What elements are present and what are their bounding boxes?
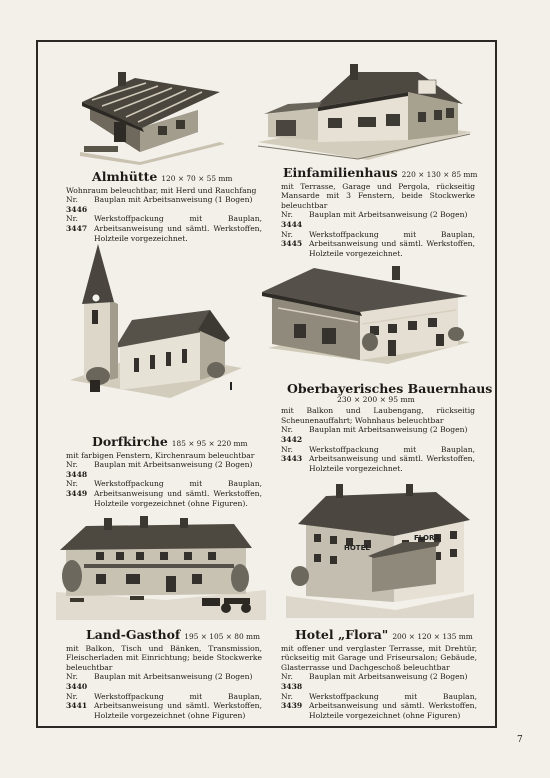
title-dorfkirche: Dorfkirche 185 × 95 × 220 mm	[92, 434, 248, 449]
order-row: Nr. 3443 Werkstoffpackung mit Bauplan, Arbeitsanweisung und sämtl. Werkstoffen, Holzteile vorgezeichnet.	[281, 444, 475, 473]
desc-bauernhaus: mit Balkon und Laubengang, rückseitig Scheunenauffahrt; Wohnhaus beleuchtbar	[281, 406, 475, 425]
einfamilienhaus-photo	[258, 62, 473, 162]
desc-land-gasthof: mit Balkon, Tisch und Bänken, Transmission, Fleischerladen mit Einrichtung; beide Stockwerke beleuchtbar	[66, 643, 262, 672]
almhuette-photo	[80, 70, 225, 165]
order-row: Nr. 3438 Bauplan mit Arbeitsanweisung (2 Bogen)	[281, 672, 468, 691]
order-row: Nr. 3445 Werkstoffpackung mit Bauplan, Arbeitsanweisung und sämtl. Werkstoffen, Holzteile vorgezeichnet.	[281, 229, 475, 258]
entry-land-gasthof	[66, 627, 262, 720]
order-row: Nr. 3449 Werkstoffpackung mit Bauplan, Arbeitsanweisung und sämtl. Werkstoffen, Holzteile vorgezeichnet (ohne Figuren).	[66, 479, 262, 508]
dims-bauernhaus: 230 × 200 × 95 mm	[337, 394, 415, 404]
order-row: Nr. 3440 Bauplan mit Arbeitsanweisung (2 Bogen)	[66, 672, 253, 691]
title-land-gasthof: Land-Gasthof 195 × 105 × 80 mm	[86, 627, 261, 642]
title-einfamilienhaus: Einfamilienhaus 220 × 130 × 85 mm	[283, 165, 478, 180]
order-row: Nr. 3448 Bauplan mit Arbeitsanweisung (2 Bogen)	[66, 460, 253, 479]
hotel-sign-right: FLORA	[414, 534, 440, 542]
hotel-sign-left: HOTEL	[344, 544, 370, 552]
title-hotel-flora: Hotel „Flora" 200 × 120 × 135 mm	[295, 627, 473, 642]
dims-hotel-flora: 200 × 120 × 135 mm	[392, 632, 473, 641]
dims-dorfkirche: 185 × 95 × 220 mm	[171, 439, 248, 448]
order-row: Nr. 3441 Werkstoffpackung mit Bauplan, Arbeitsanweisung und sämtl. Werkstoffen, Holzteile vorgezeichnet (ohne Figuren)	[66, 691, 262, 720]
entry-einfamilienhaus	[281, 165, 478, 258]
title-bauernhaus: Oberbayerisches Bauernhaus	[287, 381, 493, 396]
desc-dorfkirche: mit farbigen Fenstern, Kirchenraum beleuchtbar	[66, 450, 255, 460]
order-row: Nr. 3442 Bauplan mit Arbeitsanweisung (2 Bogen)	[281, 425, 468, 444]
page-number: 7	[517, 735, 523, 745]
desc-hotel-flora: mit offener und verglaster Terrasse, mit Drehtür, rückseitig mit Garage und Friseursalon; Gebäude, Glasterrasse und Dachgeschoß beleuchtbar	[281, 643, 477, 672]
desc-almhuette: Wohnraum beleuchtbar, mit Herd und Rauchfang	[66, 185, 257, 195]
dorfkirche-photo	[70, 240, 245, 400]
entry-hotel-flora	[281, 627, 477, 720]
desc-einfamilienhaus: mit Terrasse, Garage und Pergola, rückseitig Mansarde mit 3 Fenstern, beide Stockwerke beleuchtbar	[281, 181, 475, 210]
bauernhaus-photo	[258, 262, 473, 372]
order-row: Nr. 3446 Bauplan mit Arbeitsanweisung (1 Bogen)	[66, 195, 253, 214]
dims-einfamilienhaus: 220 × 130 × 85 mm	[401, 170, 478, 179]
entry-almhuette	[66, 169, 262, 243]
entry-dorfkirche	[66, 434, 262, 508]
entry-bauernhaus	[281, 381, 493, 473]
dims-land-gasthof: 195 × 105 × 80 mm	[184, 632, 261, 641]
hotel-flora-photo	[286, 484, 476, 619]
order-row: Nr. 3439 Werkstoffpackung mit Bauplan, Arbeitsanweisung und sämtl. Werkstoffen, Holzteile vorgezeichnet (ohne Figuren)	[281, 691, 477, 720]
dims-almhuette: 120 × 70 × 55 mm	[161, 174, 233, 183]
title-almhuette: Almhütte 120 × 70 × 55 mm	[92, 169, 233, 184]
order-row: Nr. 3444 Bauplan mit Arbeitsanweisung (2 Bogen)	[281, 210, 468, 229]
land-gasthof-photo	[56, 512, 268, 622]
order-row: Nr. 3447 Werkstoffpackung mit Bauplan, Arbeitsanweisung und sämtl. Werkstoffen, Holzteile vorgezeichnet.	[66, 214, 262, 243]
